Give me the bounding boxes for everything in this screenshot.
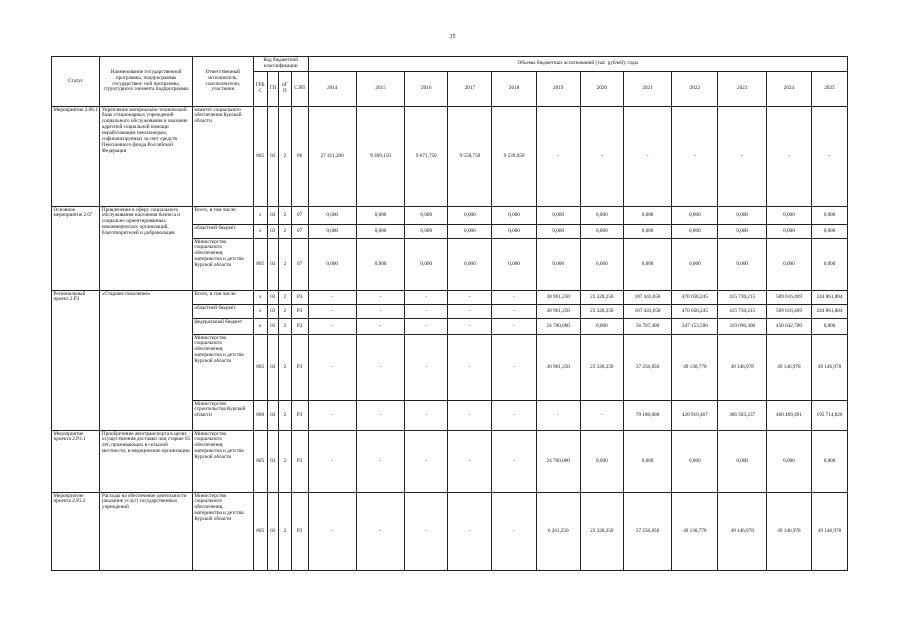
value-cell: 470 058,245 bbox=[672, 305, 718, 319]
value-cell: 24 700,000 bbox=[536, 319, 580, 335]
status-cell: Мероприятие 2.06.1 bbox=[52, 107, 100, 207]
value-cell: - bbox=[405, 431, 448, 493]
value-cell: 244 861,804 bbox=[812, 305, 848, 319]
value-cell: 366 583,237 bbox=[718, 401, 766, 431]
executor-cell: Министерство социального обеспечения, материнства и детства Курской области bbox=[192, 239, 253, 291]
value-cell: 0,000 bbox=[308, 225, 356, 239]
value-cell: 24 700,000 bbox=[536, 431, 580, 493]
table-row bbox=[52, 291, 848, 305]
header-year: 2014 bbox=[308, 72, 356, 107]
table-row bbox=[52, 207, 848, 225]
value-cell: 0,000 bbox=[718, 207, 766, 225]
value-cell: - bbox=[672, 107, 718, 207]
value-cell: 56 707,400 bbox=[623, 319, 671, 335]
kbk-cell: 2 bbox=[279, 239, 292, 291]
status-cell: Основное мероприятие 2.07 bbox=[52, 207, 100, 291]
header-year: 2017 bbox=[448, 72, 492, 107]
header-year: 2021 bbox=[623, 72, 671, 107]
value-cell: 23 328,250 bbox=[580, 305, 623, 319]
value-cell: 0,000 bbox=[718, 225, 766, 239]
value-cell: 6 261,250 bbox=[536, 493, 580, 571]
value-cell: - bbox=[492, 291, 536, 305]
header-kbk: Код бюджетной классификации bbox=[253, 57, 308, 72]
value-cell: 347 153,500 bbox=[672, 319, 718, 335]
executor-cell: областной бюджет bbox=[192, 225, 253, 239]
value-cell: 23 328,250 bbox=[580, 291, 623, 305]
value-cell: - bbox=[448, 493, 492, 571]
value-cell: - bbox=[492, 493, 536, 571]
kbk-cell: 2 bbox=[279, 305, 292, 319]
kbk-cell: 805 bbox=[253, 335, 267, 401]
page-number: 35 bbox=[449, 34, 456, 40]
value-cell: 49 146,978 bbox=[812, 493, 848, 571]
header-name: Наименование государственной программы, подпрограммы государствен- ной программы, структурного элемента подпрограммы bbox=[100, 57, 193, 107]
name-cell: Укрепление материально-технической базы стационарных учреждений социального обслуживания и оказание адресной социальной помощи неработающим пенсионерам, софинансируемых за счет средств Пенсионного фонда Российской Федерации bbox=[100, 107, 193, 207]
kbk-cell: 2 bbox=[279, 291, 292, 305]
value-cell: 0,000 bbox=[672, 239, 718, 291]
header-executor: Ответственный исполнитель, соисполнители, участники bbox=[192, 57, 253, 107]
value-cell: 0,000 bbox=[405, 207, 448, 225]
value-cell: - bbox=[448, 305, 492, 319]
kbk-cell: 07 bbox=[291, 239, 308, 291]
value-cell: 49 146,978 bbox=[718, 335, 766, 401]
value-cell: 195 714,826 bbox=[812, 401, 848, 431]
kbk-cell: Р3 bbox=[291, 431, 308, 493]
kbk-cell: 07 bbox=[291, 225, 308, 239]
value-cell: 0,000 bbox=[308, 239, 356, 291]
value-cell: 0,000 bbox=[448, 225, 492, 239]
value-cell: - bbox=[308, 335, 356, 401]
value-cell: 244 861,804 bbox=[812, 291, 848, 305]
value-cell: - bbox=[308, 319, 356, 335]
value-cell: 9 309,150 bbox=[356, 107, 404, 207]
value-cell: - bbox=[356, 319, 404, 335]
kbk-cell: 2 bbox=[279, 319, 292, 335]
kbk-cell: 03 bbox=[267, 291, 279, 305]
header-year: 2018 bbox=[492, 72, 536, 107]
value-cell: - bbox=[405, 401, 448, 431]
value-cell: - bbox=[448, 319, 492, 335]
value-cell: - bbox=[448, 431, 492, 493]
value-cell: 0,000 bbox=[623, 207, 671, 225]
status-cell: Региональный проект 2.Р3 bbox=[52, 291, 100, 431]
status-cell: Мероприятие проекта 2.Р3.2 bbox=[52, 493, 100, 571]
value-cell: 107 443,658 bbox=[623, 291, 671, 305]
value-cell: 0,000 bbox=[623, 239, 671, 291]
value-cell: - bbox=[580, 401, 623, 431]
value-cell: - bbox=[405, 319, 448, 335]
value-cell: 0,000 bbox=[405, 239, 448, 291]
value-cell: - bbox=[536, 107, 580, 207]
budget-table bbox=[51, 56, 848, 571]
value-cell: 0,000 bbox=[812, 207, 848, 225]
kbk-cell: 2 bbox=[279, 225, 292, 239]
value-cell: 9 671,750 bbox=[405, 107, 448, 207]
value-cell: 0,000 bbox=[766, 225, 811, 239]
value-cell: 0,000 bbox=[536, 225, 580, 239]
value-cell: 0,000 bbox=[672, 431, 718, 493]
header-kbk-sep: СЭП bbox=[291, 72, 308, 107]
value-cell: - bbox=[492, 401, 536, 431]
value-cell: 0,000 bbox=[812, 239, 848, 291]
table-body bbox=[52, 107, 848, 571]
table-row bbox=[52, 107, 848, 207]
kbk-cell: 03 bbox=[267, 431, 279, 493]
kbk-cell: 2 bbox=[279, 401, 292, 431]
kbk-cell: 2 bbox=[279, 493, 292, 571]
value-cell: 0,000 bbox=[623, 225, 671, 239]
table-row bbox=[52, 493, 848, 571]
kbk-cell: 805 bbox=[253, 493, 267, 571]
kbk-cell: x bbox=[253, 305, 267, 319]
value-cell: 49 138,778 bbox=[672, 335, 718, 401]
value-cell: - bbox=[812, 107, 848, 207]
executor-cell: Министерство социального обеспечения, материнства и детства Курской области bbox=[192, 493, 253, 571]
kbk-cell: 03 bbox=[267, 335, 279, 401]
value-cell: 415 730,215 bbox=[718, 305, 766, 319]
kbk-cell: Р3 bbox=[291, 401, 308, 431]
kbk-cell: x bbox=[253, 291, 267, 305]
value-cell: - bbox=[356, 291, 404, 305]
header-year: 2025 bbox=[812, 72, 848, 107]
value-cell: 107 443,658 bbox=[623, 305, 671, 319]
name-cell: Расходы на обеспечение деятельности (оказание услуг) государственных учреждений bbox=[100, 493, 193, 571]
value-cell: - bbox=[356, 305, 404, 319]
value-cell: 23 328,250 bbox=[580, 493, 623, 571]
value-cell: 37 256,850 bbox=[623, 335, 671, 401]
value-cell: - bbox=[623, 107, 671, 207]
value-cell: - bbox=[308, 305, 356, 319]
kbk-cell: 06 bbox=[291, 107, 308, 207]
value-cell: 0,000 bbox=[812, 319, 848, 335]
value-cell: 0,000 bbox=[766, 239, 811, 291]
value-cell: 70 186,808 bbox=[623, 401, 671, 431]
kbk-cell: 03 bbox=[267, 493, 279, 571]
value-cell: 450 642,700 bbox=[766, 319, 811, 335]
kbk-cell: x bbox=[253, 225, 267, 239]
kbk-cell: 03 bbox=[267, 207, 279, 225]
value-cell: - bbox=[766, 107, 811, 207]
kbk-cell: 2 bbox=[279, 335, 292, 401]
value-cell: 30 961,250 bbox=[536, 305, 580, 319]
name-cell: «Старшее поколение» bbox=[100, 291, 193, 431]
table-header bbox=[52, 57, 848, 107]
executor-cell: федеральный бюджет bbox=[192, 319, 253, 335]
header-year: 2020 bbox=[580, 72, 623, 107]
kbk-cell: 03 bbox=[267, 319, 279, 335]
value-cell: 0,000 bbox=[580, 239, 623, 291]
header-year: 2015 bbox=[356, 72, 404, 107]
value-cell: 319 090,300 bbox=[718, 319, 766, 335]
header-kbk-gp: ГП bbox=[267, 72, 279, 107]
value-cell: 0,000 bbox=[580, 319, 623, 335]
header-year: 2023 bbox=[718, 72, 766, 107]
value-cell: - bbox=[492, 335, 536, 401]
value-cell: 509 616,469 bbox=[766, 291, 811, 305]
executor-cell: Министерство строительства Курской области bbox=[192, 401, 253, 431]
value-cell: - bbox=[356, 431, 404, 493]
value-cell: 470 058,245 bbox=[672, 291, 718, 305]
value-cell: 0,000 bbox=[492, 207, 536, 225]
value-cell: - bbox=[405, 291, 448, 305]
value-cell: - bbox=[308, 401, 356, 431]
kbk-cell: 2 bbox=[279, 431, 292, 493]
executor-cell: областной бюджет bbox=[192, 305, 253, 319]
header-kbk-pgp: пГП bbox=[279, 72, 292, 107]
kbk-cell: 2 bbox=[279, 107, 292, 207]
value-cell: 49 146,978 bbox=[718, 493, 766, 571]
value-cell: 0,000 bbox=[448, 207, 492, 225]
value-cell: 0,000 bbox=[766, 207, 811, 225]
value-cell: 30 961,250 bbox=[536, 335, 580, 401]
value-cell: 49 146,978 bbox=[812, 335, 848, 401]
value-cell: - bbox=[448, 335, 492, 401]
value-cell: - bbox=[356, 493, 404, 571]
value-cell: - bbox=[405, 305, 448, 319]
value-cell: 0,000 bbox=[405, 225, 448, 239]
kbk-cell: 808 bbox=[253, 401, 267, 431]
value-cell: 0,000 bbox=[492, 225, 536, 239]
kbk-cell: Р3 bbox=[291, 291, 308, 305]
value-cell: - bbox=[356, 401, 404, 431]
value-cell: 420 919,467 bbox=[672, 401, 718, 431]
executor-cell: Всего, в том числе: bbox=[192, 291, 253, 305]
value-cell: 9 558,750 bbox=[448, 107, 492, 207]
value-cell: 0,000 bbox=[580, 431, 623, 493]
value-cell: - bbox=[308, 493, 356, 571]
value-cell: 0,000 bbox=[580, 225, 623, 239]
kbk-cell: x bbox=[253, 207, 267, 225]
value-cell: 0,000 bbox=[718, 431, 766, 493]
kbk-cell: 03 bbox=[267, 225, 279, 239]
kbk-cell: 03 bbox=[267, 305, 279, 319]
value-cell: - bbox=[536, 401, 580, 431]
kbk-cell: 07 bbox=[291, 207, 308, 225]
value-cell: - bbox=[580, 107, 623, 207]
kbk-cell: 03 bbox=[267, 401, 279, 431]
header-year: 2019 bbox=[536, 72, 580, 107]
value-cell: - bbox=[448, 291, 492, 305]
kbk-cell: Р3 bbox=[291, 305, 308, 319]
header-volumes: Объемы бюджетных ассигнований (тыс. рублей), годы bbox=[308, 57, 848, 72]
value-cell: 0,000 bbox=[308, 207, 356, 225]
value-cell: 30 961,250 bbox=[536, 291, 580, 305]
value-cell: - bbox=[492, 431, 536, 493]
value-cell: - bbox=[405, 493, 448, 571]
value-cell: - bbox=[492, 305, 536, 319]
value-cell: 0,000 bbox=[492, 239, 536, 291]
name-cell: Приобретение автотранспорта в целях осуществления доставки лиц старше 65 лет, проживающих в сельской местности, в медицинские организации bbox=[100, 431, 193, 493]
header-year: 2022 bbox=[672, 72, 718, 107]
header-year: 2024 bbox=[766, 72, 811, 107]
status-cell: Мероприятие проекта 2.Р3.1 bbox=[52, 431, 100, 493]
value-cell: 0,000 bbox=[672, 207, 718, 225]
value-cell: 49 146,978 bbox=[766, 493, 811, 571]
value-cell: 0,000 bbox=[536, 207, 580, 225]
value-cell: 0,000 bbox=[356, 225, 404, 239]
kbk-cell: 03 bbox=[267, 239, 279, 291]
value-cell: 0,000 bbox=[356, 207, 404, 225]
kbk-cell: 805 bbox=[253, 239, 267, 291]
value-cell: 460 469,491 bbox=[766, 401, 811, 431]
table-row bbox=[52, 431, 848, 493]
kbk-cell: Р3 bbox=[291, 493, 308, 571]
value-cell: 0,000 bbox=[812, 431, 848, 493]
name-cell: Привлечение в сферу социального обслуживания населения бизнеса и социально ориентированных некоммерческих организаций, благотворителей и добровольцев bbox=[100, 207, 193, 291]
value-cell: - bbox=[492, 319, 536, 335]
kbk-cell: Р3 bbox=[291, 319, 308, 335]
kbk-cell: 805 bbox=[253, 431, 267, 493]
kbk-cell: 2 bbox=[279, 207, 292, 225]
value-cell: 37 256,850 bbox=[623, 493, 671, 571]
value-cell: 0,000 bbox=[623, 431, 671, 493]
kbk-cell: x bbox=[253, 319, 267, 335]
value-cell: 509 616,469 bbox=[766, 305, 811, 319]
value-cell: 0,000 bbox=[580, 207, 623, 225]
header-kbk-grbs: ГРБС bbox=[253, 72, 267, 107]
value-cell: - bbox=[308, 431, 356, 493]
value-cell: 23 328,250 bbox=[580, 335, 623, 401]
value-cell: 49 146,978 bbox=[766, 335, 811, 401]
kbk-cell: Р3 bbox=[291, 335, 308, 401]
value-cell: 0,000 bbox=[448, 239, 492, 291]
value-cell: 0,000 bbox=[718, 239, 766, 291]
executor-cell: Министерство социального обеспечения, материнства и детства Курской области bbox=[192, 431, 253, 493]
value-cell: - bbox=[448, 401, 492, 431]
value-cell: - bbox=[308, 291, 356, 305]
value-cell: 0,000 bbox=[672, 225, 718, 239]
executor-cell: комитет социального обеспечения Курской области bbox=[192, 107, 253, 207]
value-cell: 0,000 bbox=[812, 225, 848, 239]
value-cell: 0,000 bbox=[766, 431, 811, 493]
value-cell: 9 539,050 bbox=[492, 107, 536, 207]
value-cell: - bbox=[356, 335, 404, 401]
kbk-cell: 805 bbox=[253, 107, 267, 207]
value-cell: 0,000 bbox=[536, 239, 580, 291]
header-status: Статус bbox=[52, 57, 100, 107]
executor-cell: Всего, в том числе: bbox=[192, 207, 253, 225]
value-cell: - bbox=[718, 107, 766, 207]
value-cell: 49 138,778 bbox=[672, 493, 718, 571]
value-cell: 27 411,200 bbox=[308, 107, 356, 207]
value-cell: - bbox=[405, 335, 448, 401]
kbk-cell: 03 bbox=[267, 107, 279, 207]
value-cell: 415 730,215 bbox=[718, 291, 766, 305]
value-cell: 0,000 bbox=[356, 239, 404, 291]
header-year: 2016 bbox=[405, 72, 448, 107]
executor-cell: Министерство социального обеспечения, материнства и детства Курской области bbox=[192, 335, 253, 401]
